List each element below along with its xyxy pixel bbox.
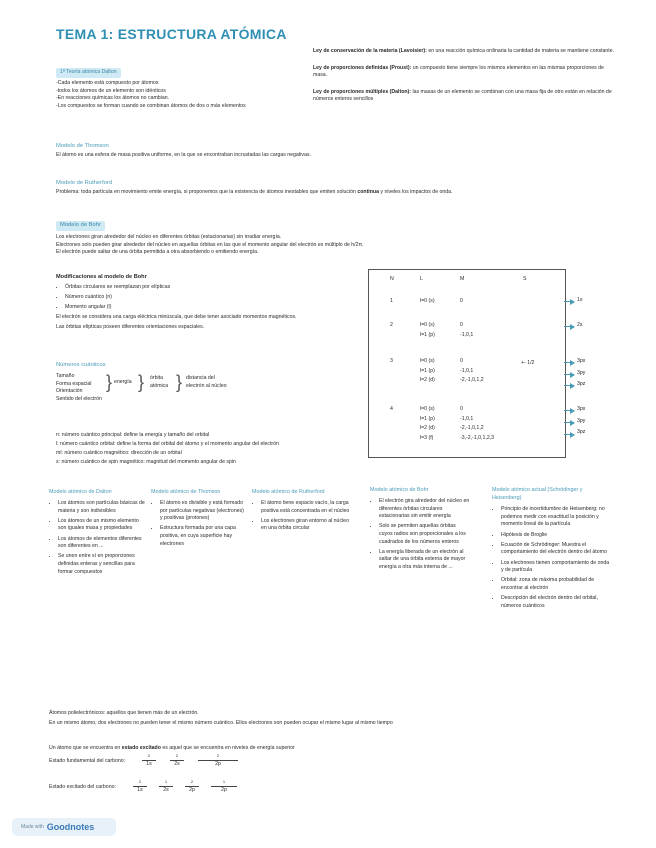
config-term <box>211 778 237 794</box>
table-l: l=0 (s) <box>420 322 435 328</box>
orbital-term: 2p <box>215 760 221 767</box>
bohr-mod-item: • Momento angular (l) <box>65 304 297 312</box>
quantum-desc: s: número cuántico de spin magnético: magnitud del momento angular de spin <box>56 459 236 466</box>
quantum-group-orbit: órbita <box>150 375 163 381</box>
config-term <box>170 752 184 768</box>
electron-count: 2 <box>190 779 194 784</box>
electron-count: 2 <box>216 753 220 758</box>
rutherford-text-b: y niveles los impactos de onda. <box>378 189 453 195</box>
thomson-heading: Modelo de Thomson <box>56 143 109 149</box>
table-m: -2,-1,0,1,2 <box>460 425 484 432</box>
quantum-item: Forma espacial <box>56 380 92 387</box>
quantum-group-distance: distancia del <box>186 375 215 381</box>
law-name: Ley de proporciones definidas (Proust): <box>313 64 412 71</box>
orbital-term: 1s <box>137 786 143 793</box>
quantum-group-distance: electrón al núcleo <box>186 382 227 389</box>
model-heading: Modelo atómico de Dalton <box>49 489 112 495</box>
table-m: 0 <box>460 406 463 412</box>
model-bohr <box>370 487 470 574</box>
brace-icon: } <box>176 372 183 392</box>
table-header-n: N <box>390 276 394 282</box>
bohr-mod-line: Las órbitas elípticas poseen diferentes orientaciones espaciales. <box>56 323 205 330</box>
table-l: l=3 (f) <box>420 434 434 441</box>
model-item: • Se unen entre sí en proporciones definidas enteras y sencillas para formar compuestos <box>58 553 145 576</box>
table-s: +- 1/2 <box>521 360 535 366</box>
orbital-label: 3px <box>577 358 586 364</box>
model-item: • Los electrones giran entorno al núcleo en una órbita circular <box>261 518 352 533</box>
dalton-theory-section <box>56 60 246 110</box>
excited-label: Estado excitado del carbono: <box>49 784 116 790</box>
table-l: l=0 (s) <box>420 358 435 364</box>
arrow-icon <box>564 374 574 375</box>
dalton-line: -En reacciones químicas los átomos no cambian. <box>56 95 170 102</box>
law-dalton <box>313 89 619 104</box>
model-item: • Solo se permiten aquellas órbitas cuyos radios son proporcionales a los cuadrados de los números enteros <box>379 523 470 546</box>
model-item: • El electrón gira alrededor del núcleo en diferentes órbitas circulares estacionarias sin emitir energía <box>379 498 470 521</box>
law-name: Ley de proporciones múltiples (Dalton): <box>313 88 411 95</box>
law-text: un compuesto tiene siempre los mismos elementos en las mismas proporciones de masa. <box>313 64 604 79</box>
quantum-item: Sentido del electrón <box>56 395 102 402</box>
orbital-term: 2p <box>221 786 227 793</box>
bohr-line: Electrones solo pueden girar alrededor del núcleo en aquellas órbitas en las que el momento angular del electrón es múltiplo de h/2π. <box>56 241 364 248</box>
goodnotes-logo: Goodnotes <box>46 822 95 832</box>
rutherford-section <box>56 180 453 197</box>
bohr-mods-section <box>56 274 297 331</box>
model-item: • Orbital: zona de máxima probabilidad de encontrar al electrón <box>501 577 612 592</box>
table-l: l=1 (p) <box>420 367 435 374</box>
config-term <box>142 752 156 768</box>
orbital-term: 1s <box>146 760 152 767</box>
model-item: • La energía liberada de un electrón al saltar de una órbita externa de mayor energía a otra más interna de ... <box>379 549 470 572</box>
excited-config <box>133 778 237 794</box>
table-m: -1,0,1 <box>460 367 474 374</box>
arrow-icon <box>564 385 574 386</box>
model-item: • Hipótesis de Broglie <box>501 532 612 540</box>
model-current <box>492 487 612 613</box>
quantum-group-orbit: atómica <box>150 382 169 389</box>
bohr-heading: Modelo de Bohr <box>56 221 105 231</box>
bohr-line: El electrón puede saltar de una órbita permitida a otra absorbiendo o emitiendo energía. <box>56 249 259 256</box>
orbital-term: 2s <box>163 786 169 793</box>
table-l: l=2 (d) <box>420 425 435 432</box>
table-m: -2,-1,0,1,2 <box>460 377 484 384</box>
bottom-line: En un mismo átomo, dos electrones no pueden tener el mismo número cuántico. Ellos electrones son pueden ocupar el mismo lugar al mismo tiempo <box>49 719 393 726</box>
orbital-term: 2s <box>174 760 180 767</box>
table-l: l=2 (d) <box>420 377 435 384</box>
dalton-line: -Los compuestos se forman cuando se combinan átomos de dos o más elementos <box>56 102 246 109</box>
model-thomson <box>151 489 245 551</box>
config-term <box>198 752 238 768</box>
orbital-label: 3py <box>577 417 586 424</box>
arrow-icon <box>564 422 574 423</box>
thomson-section <box>56 143 311 160</box>
quantum-desc: ml: número cuántico magnético: dirección de un orbital <box>56 450 182 457</box>
model-heading: Modelo atómico de Rutherford <box>252 489 325 495</box>
law-text: las masas de un elemento se combinan con una masa fija de otro están en relación de números enteros sencillos <box>313 88 612 103</box>
table-m: -1,0,1 <box>460 415 474 422</box>
quantum-desc: n: número cuántico principal: define la energía y tamaño del orbital <box>56 432 210 438</box>
quantum-heading: Números cuánticos <box>56 362 106 368</box>
bohr-mod-line: El electrón se considera una carga eléctrica minúscula, que debe tener asociado momentos magnéticos. <box>56 314 297 321</box>
arrow-icon <box>564 362 574 363</box>
electron-count: 2 <box>147 753 151 758</box>
orbital-label: 3py <box>577 369 586 376</box>
table-m: -3,-2,-1,0,1,2,3 <box>460 434 495 441</box>
dalton-theory-heading: 1ª Teoría atómica Dalton <box>56 68 121 78</box>
quantum-item: Tamaño <box>56 373 75 379</box>
model-item: • Ecuación de Schrödinger: Muestra el comportamiento del electrón dentro del átomo <box>501 542 612 557</box>
model-item: • El átomo es divisible y está formado por partículas negativas (electrones) y positivas (protones) <box>160 500 245 523</box>
table-header-s: S <box>523 276 527 282</box>
table-l: l=0 (s) <box>420 298 435 304</box>
orbital-label: 1s <box>577 297 583 303</box>
arrow-icon <box>564 326 574 327</box>
table-m: 0 <box>460 358 463 364</box>
law-lavoisier <box>313 48 619 56</box>
orbital-label: 3px <box>577 406 586 412</box>
bohr-mod-item: • Número cuántico (n) <box>65 294 297 302</box>
quantum-group-energy: energía <box>114 379 132 385</box>
model-item: • Los átomos de elementos diferentes son diferentes en ... <box>58 536 145 551</box>
table-l: l=0 (s) <box>420 406 435 412</box>
config-term <box>159 778 173 794</box>
model-heading: Modelo atómico actual (Schrödinger y Heisenberg) <box>492 487 583 501</box>
excited-text-a: Un átomo que se encuentra en <box>49 745 122 751</box>
electron-count: 1 <box>164 779 168 784</box>
table-n: 3 <box>390 358 393 364</box>
dalton-line: -Cada elemento está compuesto por átomos <box>56 80 159 86</box>
model-item: • Principio de incertidumbre de Heisenberg: no podemos medir con exactitud la posición y momento lineal de la partícula <box>501 506 612 529</box>
electron-count: 2 <box>175 753 179 758</box>
quantum-item: Orientación <box>56 388 83 395</box>
table-n: 2 <box>390 322 393 328</box>
table-m: -1,0,1 <box>460 331 474 338</box>
rutherford-heading: Modelo de Rutherford <box>56 180 113 186</box>
polielectronic-section <box>49 710 393 727</box>
rutherford-text-bold: continua <box>357 189 379 195</box>
table-header-l: L <box>420 276 423 282</box>
model-item: • Estructura formada por una capa positiva, en cuya superficie hay electrones <box>160 525 245 548</box>
law-proust <box>313 65 619 80</box>
table-m: 0 <box>460 322 463 328</box>
orbital-label: 3pz <box>577 381 586 388</box>
excited-text-bold: estado excitado <box>121 745 161 751</box>
model-item: • Los átomos son partículas básicas de materia y son indivisibles <box>58 500 145 515</box>
table-l: l=1 (p) <box>420 331 435 338</box>
table-header-m: M <box>460 276 465 282</box>
bohr-mod-item: • Órbitas circulares se reemplazan por elípticas <box>65 284 297 292</box>
quantum-numbers-section <box>56 362 276 422</box>
model-item: • Los átomos de un mismo elemento son iguales masa y propiedades <box>58 518 145 533</box>
page-title: TEMA 1: ESTRUCTURA ATÓMICA <box>56 26 287 42</box>
orbital-label: 2s <box>577 322 583 328</box>
bohr-line: Los electrones giran alrededor del núcleo en diferentes órbitas (estacionarias) sin irradiar energía. <box>56 234 282 240</box>
config-term <box>133 778 147 794</box>
arrow-icon <box>564 410 574 411</box>
model-item: • Descripción del electrón dentro del orbital, números cuánticos <box>501 595 612 610</box>
electron-count: 1 <box>222 779 226 784</box>
bohr-section <box>56 213 364 257</box>
laws-section <box>313 48 619 104</box>
quantum-descriptions <box>56 432 279 467</box>
brace-icon: } <box>138 372 145 392</box>
config-term <box>185 778 199 794</box>
thomson-text: El átomo es una esfera de masa positiva uniforme, en la que se encontraban incrustadas las cargas negativas. <box>56 152 311 158</box>
arrow-icon <box>564 301 574 302</box>
rutherford-text-a: Problema: toda partícula en movimiento emite energía, si proponemos que la existencia de átomos inestables que emiten solución <box>56 189 358 195</box>
model-item: • Los electrones tienen comportamiento de onda y de partícula <box>501 560 612 575</box>
model-dalton <box>49 489 145 579</box>
table-l: l=1 (p) <box>420 415 435 422</box>
electron-count: 2 <box>138 779 142 784</box>
made-with-label: Made with <box>21 824 44 830</box>
model-rutherford <box>252 489 352 536</box>
model-heading: Modelo atómico de Bohr <box>370 487 429 493</box>
law-text: en una reacción química ordinaria la cantidad de materia se mantiene constante. <box>426 48 615 54</box>
bohr-mods-heading: Modificaciones al modelo de Bohr <box>56 274 147 280</box>
orbital-label: 3pz <box>577 429 586 436</box>
excited-text-b: es aquel que se encuentra en niveles de energía superior <box>160 745 295 751</box>
table-n: 4 <box>390 406 393 412</box>
arrow-icon <box>564 434 574 435</box>
quantum-desc: l: número cuántico orbital: define la forma del orbital del átomo y el momento angular del electrón <box>56 441 279 448</box>
table-m: 0 <box>460 298 463 304</box>
rutherford-text <box>56 189 453 197</box>
model-heading: Modelo atómico de Thomson <box>151 489 221 495</box>
model-item: • El átomo tiene espacio vacío, la carga positiva está concentrada en el núcleo <box>261 500 352 515</box>
bottom-line: Átomos polielectrónicos: aquellos que tienen más de un electrón. <box>49 710 199 716</box>
fundamental-config <box>142 752 238 768</box>
dalton-line: -todos los átomos de un elemento son idénticos <box>56 87 166 94</box>
law-name: Ley de conservación de la materia (Lavoisier): <box>313 48 427 54</box>
fundamental-label: Estado fundamental del carbono: <box>49 758 126 764</box>
brace-icon: } <box>106 372 113 392</box>
made-with-goodnotes-badge[interactable] <box>12 818 116 836</box>
orbital-term: 2p <box>189 786 195 793</box>
table-n: 1 <box>390 298 393 304</box>
